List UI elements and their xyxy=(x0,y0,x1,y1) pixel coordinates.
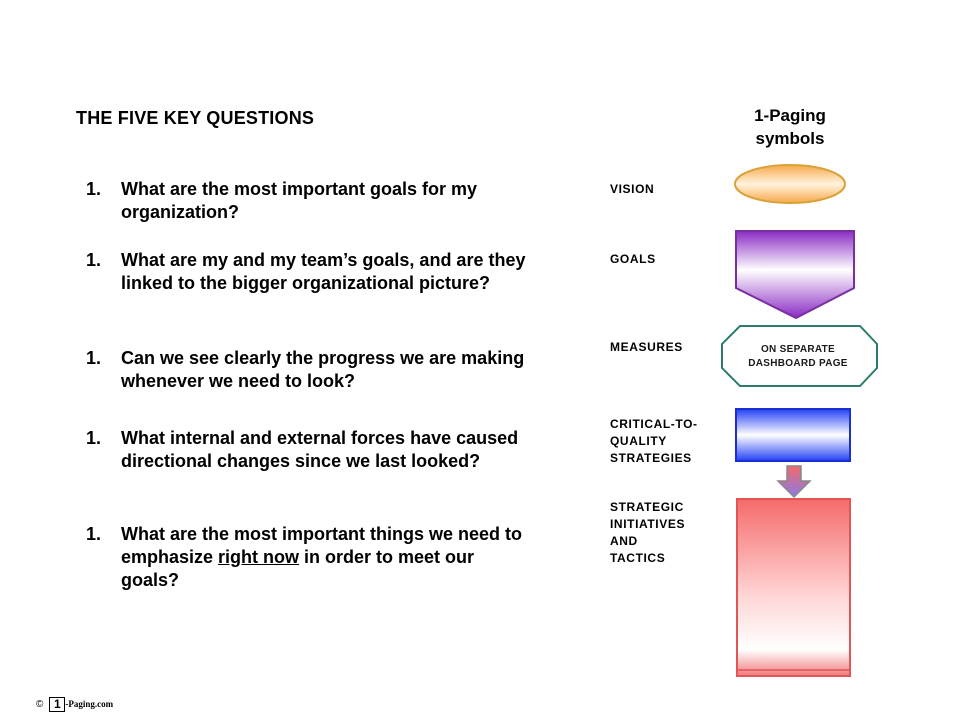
separate-dashboard-note xyxy=(722,343,874,371)
label-line: INITIATIVES xyxy=(610,517,686,531)
label-line: CRITICAL-TO- xyxy=(610,417,698,431)
note-line: DASHBOARD PAGE xyxy=(748,358,848,369)
down-arrow-icon xyxy=(778,466,810,497)
legend-title-line: symbols xyxy=(755,129,825,148)
logo-text: -Paging.com xyxy=(65,699,114,709)
label-line: TACTICS xyxy=(610,551,666,565)
strategic-initiatives-symbol xyxy=(737,499,850,676)
question-text-before: What are the most important things we need to emphasize xyxy=(121,524,523,567)
label-vision: VISION xyxy=(610,182,655,196)
question-text: Can we see clearly the progress we are making whenever we need to look? xyxy=(121,348,525,391)
goals-symbol xyxy=(736,231,854,318)
question-number: 1. xyxy=(86,250,102,270)
label-line: AND xyxy=(610,534,638,548)
question-text: What are the most important goals for my organization? xyxy=(121,179,478,222)
question-text-after: in order to meet our goals? xyxy=(121,547,475,590)
copyright-symbol: © xyxy=(36,698,44,710)
question-number: 1. xyxy=(86,524,102,544)
footer xyxy=(36,696,113,712)
critical-to-quality-symbol xyxy=(736,409,850,461)
vision-symbol xyxy=(735,165,845,203)
label-measures: MEASURES xyxy=(610,340,683,354)
label-line: STRATEGIES xyxy=(610,451,692,465)
question-text: What internal and external forces have caused directional changes since we last looked? xyxy=(121,428,519,471)
question-text: What are my and my team’s goals, and are they linked to the bigger organizational picture? xyxy=(121,250,526,293)
question-number: 1. xyxy=(86,428,102,448)
legend-title-line: 1-Paging xyxy=(754,106,826,125)
question-number: 1. xyxy=(86,179,102,199)
label-line: STRATEGIC xyxy=(610,500,684,514)
note-line: ON SEPARATE xyxy=(760,344,836,355)
page-title: THE FIVE KEY QUESTIONS xyxy=(76,108,315,128)
question-number: 1. xyxy=(86,348,102,368)
logo xyxy=(49,697,113,712)
label-goals: GOALS xyxy=(610,252,656,266)
logo-mark-icon: 1 xyxy=(49,697,65,712)
label-line: QUALITY xyxy=(610,434,667,448)
question-emphasis: right now xyxy=(218,547,300,567)
